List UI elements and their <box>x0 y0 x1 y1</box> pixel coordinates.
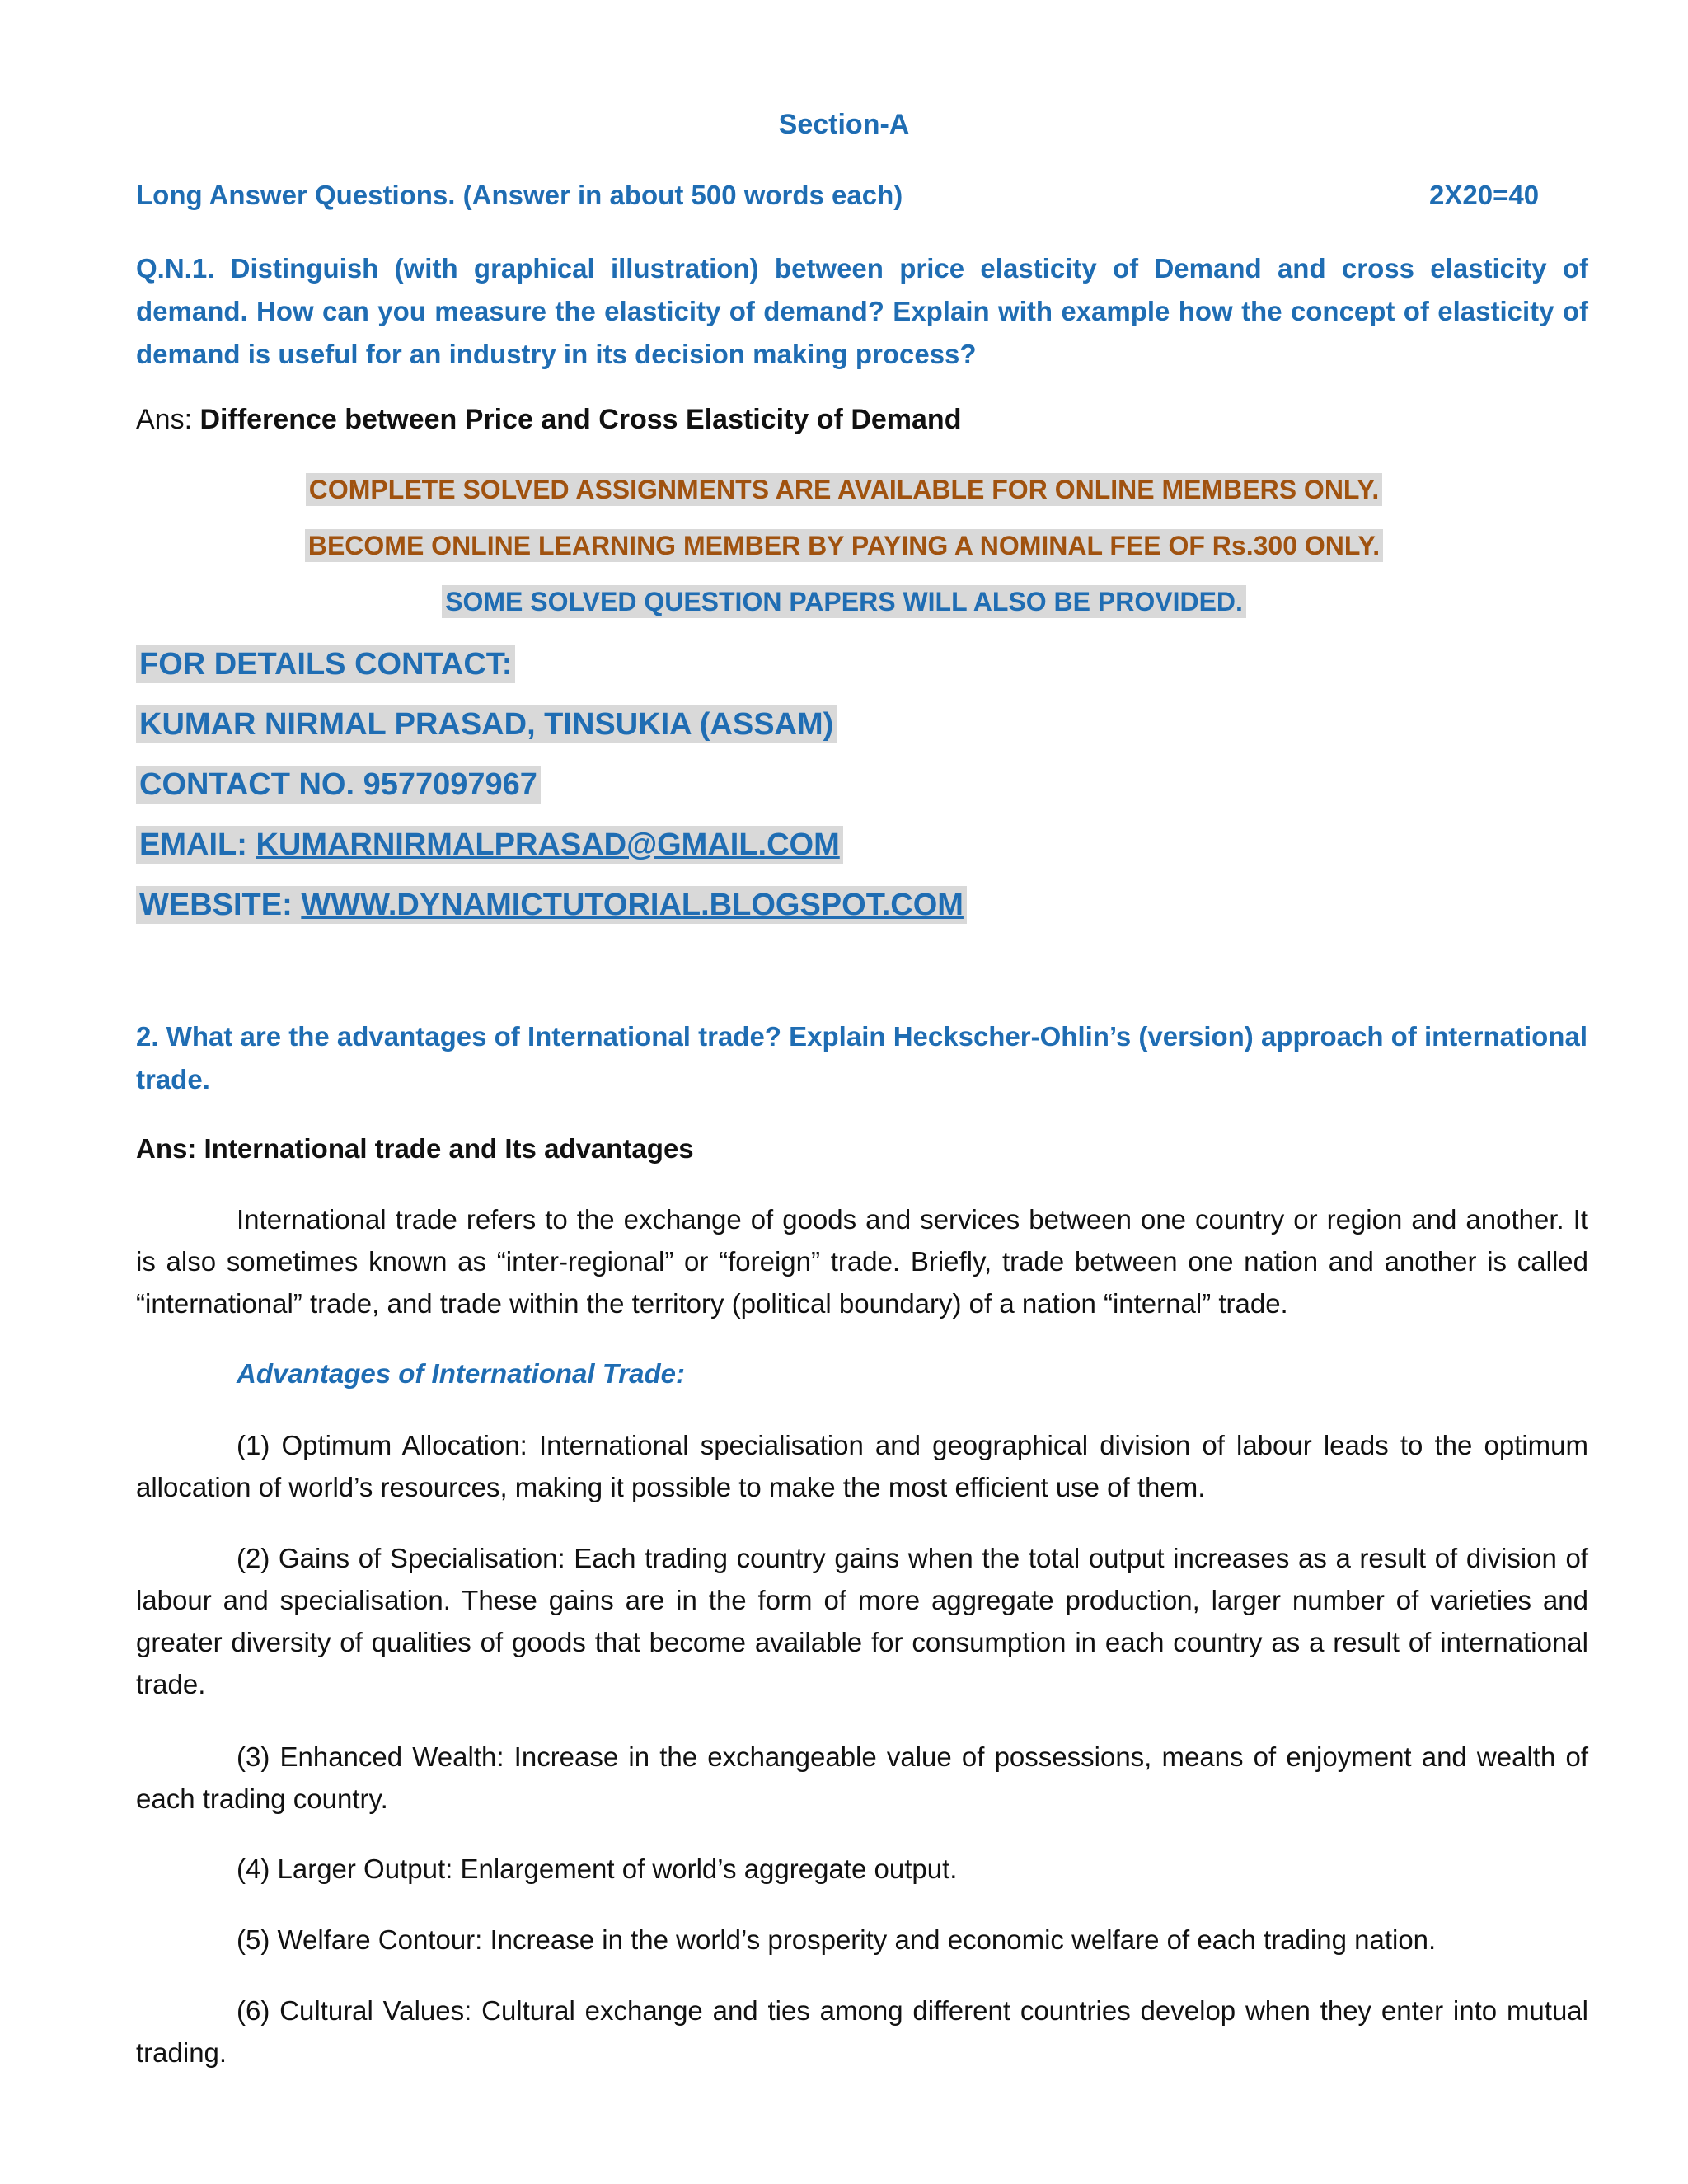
contact-website: WEBSITE: WWW.DYNAMICTUTORIAL.BLOGSPOT.COM <box>136 888 967 923</box>
advantage-point-5: (5) Welfare Contour: Increase in the world’s prosperity and economic welfare of each trading nation. <box>237 1924 1437 1955</box>
advantage-point-1: (1) Optimum Allocation: International specialisation and geographical division of labour leads to the optimum allocation of world’s resources, making it possible to make the most efficient use of them. <box>136 1430 1588 1502</box>
intro-paragraph: International trade refers to the exchange of goods and services between one country or region and another. It is also sometimes known as “inter-regional” or “foreign” trade. Briefly, trade between one nation and another is called “international” trade, and trade within the territory (political boundary) of a nation “internal” trade. <box>136 1204 1588 1319</box>
answer-1-title: Difference between Price and Cross Elasticity of Demand <box>199 404 962 435</box>
answer-1-heading <box>136 404 961 436</box>
question-1 <box>136 247 1588 376</box>
answer-2-title: Ans: International trade and Its advantages <box>136 1133 694 1164</box>
advantage-point-4: (4) Larger Output: Enlargement of world’s aggregate output. <box>237 1854 958 1884</box>
contact-email: EMAIL: KUMARNIRMALPRASAD@GMAIL.COM <box>136 827 843 863</box>
advantages-heading: Advantages of International Trade: <box>237 1358 685 1389</box>
contact-heading: FOR DETAILS CONTACT: <box>136 647 515 682</box>
advantage-point-3: (3) Enhanced Wealth: Increase in the exchangeable value of possessions, means of enjoyment and wealth of each trading country. <box>136 1741 1588 1814</box>
question-1-text: Distinguish (with graphical illustration) between price elasticity of Demand and cross elasticity of demand. How can you measure the elasticity of demand? Explain with example how the concept of elasticity of demand is useful for an industry in its decision making process? <box>136 253 1588 369</box>
marks: 2X20=40 <box>1429 180 1540 210</box>
section-title: Section-A <box>778 109 910 140</box>
website-link[interactable]: WWW.DYNAMICTUTORIAL.BLOGSPOT.COM <box>301 888 964 922</box>
notice-line-2: BECOME ONLINE LEARNING MEMBER BY PAYING A NOMINAL FEE OF Rs.300 ONLY. <box>0 531 1688 561</box>
long-answer-heading: Long Answer Questions. (Answer in about 500 words each) <box>136 180 903 210</box>
email-link[interactable]: KUMARNIRMALPRASAD@GMAIL.COM <box>256 827 840 862</box>
advantage-point-2: (2) Gains of Specialisation: Each trading country gains when the total output increases as a result of division of labour and specialisation. These gains are in the form of more aggregate production, larger number of varieties and greater diversity of qualities of goods that become available for consumption in each country as a result of international trade. <box>136 1543 1588 1699</box>
contact-name: KUMAR NIRMAL PRASAD, TINSUKIA (ASSAM) <box>136 707 837 743</box>
advantage-point-6: (6) Cultural Values: Cultural exchange and ties among different countries develop when they enter into mutual trading. <box>136 1995 1588 2068</box>
notice-line-3: SOME SOLVED QUESTION PAPERS WILL ALSO BE PROVIDED. <box>0 587 1688 617</box>
contact-phone: CONTACT NO. 9577097967 <box>136 767 541 803</box>
answer-1-prefix: Ans: <box>136 404 193 435</box>
notice-line-1: COMPLETE SOLVED ASSIGNMENTS ARE AVAILABLE FOR ONLINE MEMBERS ONLY. <box>0 475 1688 505</box>
question-2: 2. What are the advantages of International trade? Explain Heckscher-Ohlin’s (version) approach of international trade. <box>136 1021 1587 1094</box>
question-1-label: Q.N.1. <box>136 253 215 284</box>
